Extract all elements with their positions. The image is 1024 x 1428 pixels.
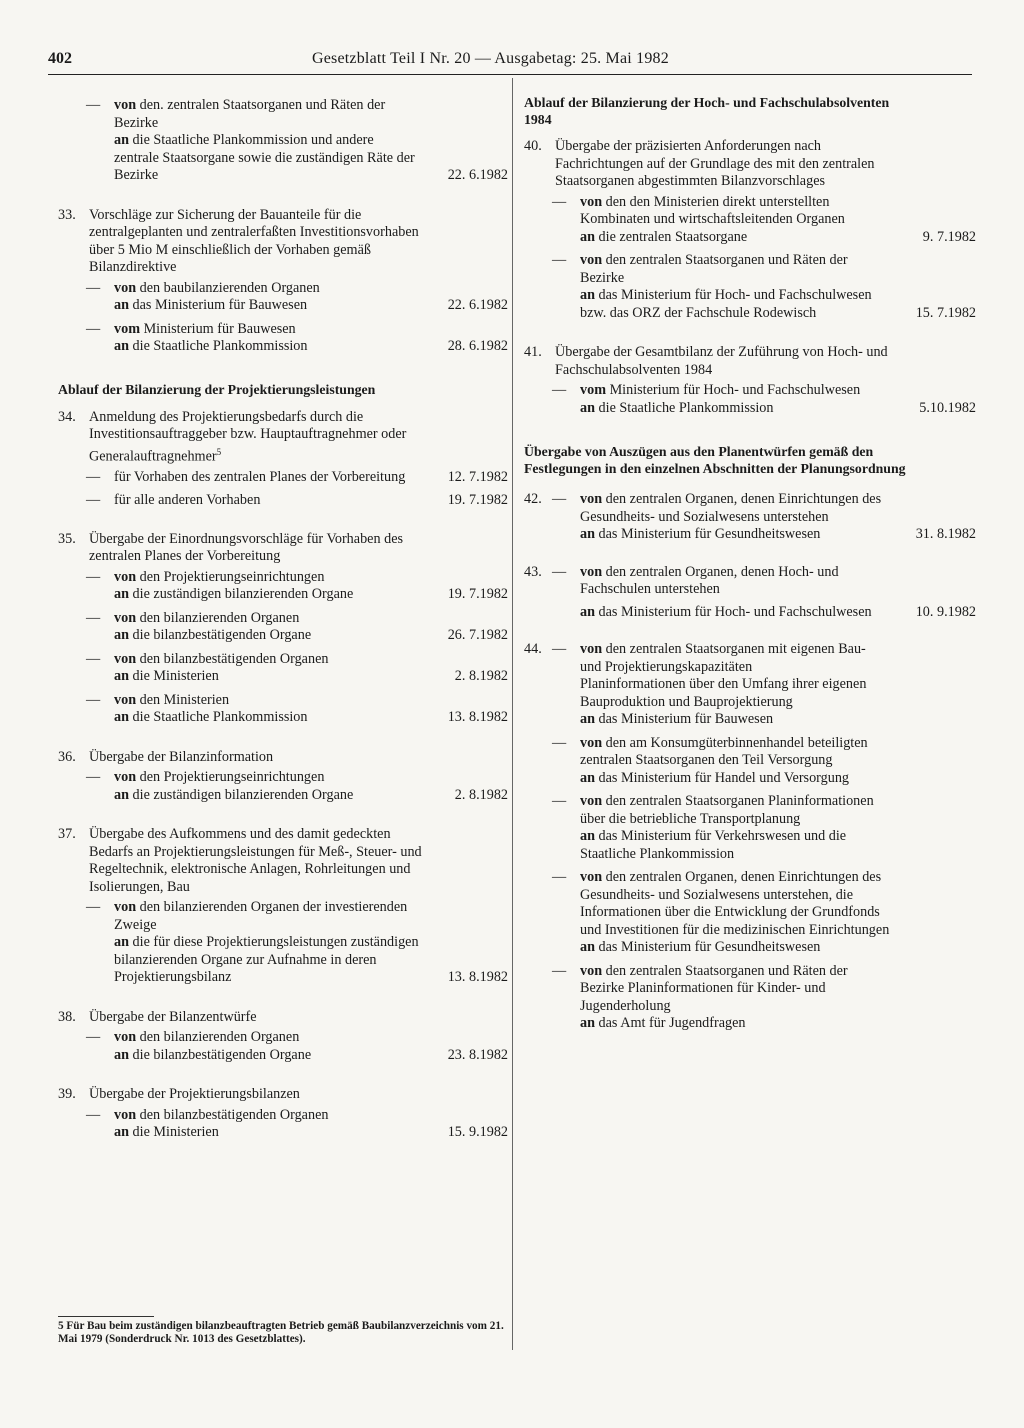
dash: —	[552, 962, 567, 979]
text-line	[114, 769, 422, 787]
text-line	[114, 1047, 422, 1065]
deadline-date: 10. 9.1982	[915, 603, 976, 620]
text-line	[114, 280, 422, 298]
sub-entry	[524, 564, 976, 622]
keyword: an	[580, 769, 595, 786]
text-line	[114, 1107, 422, 1125]
sub-entry	[524, 252, 976, 322]
text-line: die zentralen Staatsorgane	[598, 228, 748, 245]
text-line: Ministerium für Hoch- und Fachschulwesen	[609, 382, 861, 398]
text-line	[580, 382, 890, 400]
text-line	[114, 627, 422, 645]
deadline-date: 13. 8.1982	[447, 709, 508, 726]
text-line: das Ministerium für Bauwesen	[598, 711, 774, 727]
text-line: den baubilanzierenden Organen	[139, 279, 320, 296]
text-line	[580, 194, 890, 229]
keyword: von	[114, 1106, 137, 1123]
dash: —	[86, 568, 101, 585]
text-line: die bilanzbestätigenden Organe	[132, 627, 312, 644]
text-line: das Ministerium für Hoch- und Fachschulwesen bzw. das ORZ der Fachschule Rodewisch	[580, 287, 872, 321]
text-line	[580, 229, 890, 247]
sub-entry	[524, 641, 976, 729]
deadline-date: 22. 6.1982	[447, 297, 508, 313]
text-line	[580, 770, 890, 788]
deadline-date: 2. 8.1982	[454, 668, 508, 685]
deadline-date: 31. 8.1982	[915, 526, 976, 542]
keyword: an	[114, 934, 129, 951]
text-line	[114, 132, 422, 185]
dash: —	[86, 609, 101, 626]
item-text	[58, 1009, 508, 1027]
deadline-date: 13. 8.1982	[447, 969, 508, 986]
text-line: den bilanzierenden Organen	[139, 1029, 300, 1046]
text-line: Übergabe der Bilanzinformation	[89, 748, 274, 765]
keyword: von	[114, 97, 137, 113]
deadline-date: 23. 8.1982	[447, 1046, 508, 1063]
dash: —	[86, 97, 101, 113]
text-line: die zuständigen bilanzierenden Organe	[132, 786, 354, 803]
text-line	[580, 735, 890, 770]
sub-entry	[524, 194, 976, 247]
text-line	[580, 963, 890, 1016]
text-line: den zentralen Organen, denen Hoch- und Fachschulen unterstehen	[580, 563, 839, 597]
dash: —	[86, 468, 101, 485]
text-line: für Vorhaben des zentralen Planes der Vorbereitung	[114, 468, 406, 485]
sub-entry	[58, 692, 508, 727]
text-line	[114, 651, 422, 669]
text-line: Planinformationen über den Umfang ihrer eigenen Bauproduktion und Bauprojektierung	[580, 676, 867, 710]
sub-entry	[58, 899, 508, 987]
sub-entry	[58, 321, 508, 356]
dash: —	[552, 641, 567, 657]
text-line	[580, 711, 890, 729]
keyword: von	[580, 563, 603, 580]
deadline-date: 15. 7.1982	[915, 304, 976, 321]
text-line: den bilanzbestätigenden Organen	[139, 650, 329, 667]
item-number: 43.	[524, 563, 542, 580]
text-line: die Staatliche Plankommission	[598, 399, 774, 416]
item-number: 37.	[58, 826, 76, 843]
keyword: von	[114, 899, 137, 916]
sub-entry	[58, 492, 508, 510]
text-line	[580, 1015, 890, 1033]
text-line: den den Ministerien direkt unterstellten Kombinaten und wirtschaftsleitenden Organen	[580, 193, 845, 227]
text-line	[114, 586, 422, 604]
text-line: die Staatliche Plankommission und andere zentrale Staatsorgane sowie die zuständigen Räte der Bezirke	[114, 132, 415, 183]
text-line	[114, 668, 422, 686]
column-divider	[512, 78, 513, 1350]
keyword: an	[114, 786, 129, 803]
keyword: an	[580, 828, 595, 844]
dash: —	[552, 563, 567, 580]
deadline-date: 19. 7.1982	[447, 492, 508, 509]
keyword: von	[114, 568, 137, 585]
page-header	[48, 50, 972, 75]
keyword: an	[114, 132, 129, 148]
deadline-date: 15. 9.1982	[447, 1124, 508, 1141]
text-line: Übergabe der präzisierten Anforderungen nach Fachrichtungen auf der Grundlage des mit den zentralen Staatsorganen abgestimmten Bilanzvorschlages	[555, 138, 875, 189]
keyword: an	[580, 939, 595, 955]
text-line: die Ministerien	[132, 668, 219, 685]
item-text	[58, 1086, 508, 1104]
item-text	[58, 409, 508, 466]
text-line	[580, 869, 890, 939]
item-number: 39.	[58, 1086, 76, 1103]
page-title: Gesetzblatt Teil I Nr. 20 — Ausgabetag: 25. Mai 1982	[312, 50, 669, 67]
text-line: den bilanzbestätigenden Organen	[139, 1106, 329, 1123]
text-line: den zentralen Staatsorganen Planinformationen über die betriebliche Transportplanung	[580, 793, 874, 827]
text-line: Übergabe der Gesamtbilanz der Zuführung von Hoch- und Fachschulabsolventen 1984	[555, 344, 888, 378]
keyword: an	[114, 1046, 129, 1063]
text-line: die Staatliche Plankommission	[132, 709, 308, 726]
keyword: von	[114, 1029, 137, 1046]
text-line	[580, 641, 890, 676]
sub-entry	[58, 469, 508, 487]
item-text	[524, 344, 976, 379]
deadline-date: 19. 7.1982	[447, 586, 508, 603]
item-number: 38.	[58, 1008, 76, 1025]
keyword: von	[580, 252, 603, 268]
sub-entry	[58, 280, 508, 315]
item-number: 44.	[524, 641, 542, 657]
keyword: an	[580, 1015, 595, 1031]
text-line: das Ministerium für Verkehrswesen und die Staatliche Plankommission	[580, 828, 847, 862]
item-40	[524, 138, 976, 322]
item-text	[58, 207, 508, 277]
footnote: 5 Für Bau beim zuständigen bilanzbeauftragten Betrieb gemäß Baubilanzverzeichnis vom 21. Mai 1979 (Sonderdruck Nr. 1013 des Gesetzblattes).	[58, 1320, 504, 1346]
text-line: den zentralen Staatsorganen und Räten der Bezirke	[580, 252, 848, 286]
item-42	[524, 491, 976, 544]
text-line	[114, 338, 422, 356]
keyword: an	[580, 228, 595, 245]
item-38	[58, 1009, 508, 1065]
dash: —	[552, 491, 567, 507]
text-line: den zentralen Staatsorganen und Räten der Bezirke Planinformationen für Kinder- und Jugenderholung	[580, 962, 848, 1014]
text-line	[580, 564, 890, 599]
dash: —	[552, 193, 567, 210]
text-line: Vorschläge zur Sicherung der Bauanteile für die zentralgeplanten und zentralerfaßten Investitionsvorhaben über 5 Mio M einschließlich der Vorhaben gemäß Bilanzdirektive	[89, 206, 419, 275]
text-line	[114, 709, 422, 727]
left-column	[58, 94, 508, 1142]
item-text	[58, 826, 508, 896]
sub-entry	[58, 610, 508, 645]
keyword: an	[114, 668, 129, 685]
text-line	[580, 828, 890, 863]
text-line: die zuständigen bilanzierenden Organe	[132, 586, 354, 603]
text-line	[114, 692, 422, 710]
dash: —	[86, 492, 101, 509]
text-line	[114, 1124, 422, 1142]
deadline-date: 22. 6.1982	[447, 167, 508, 183]
sub-entry	[58, 651, 508, 686]
dash: —	[86, 279, 101, 296]
text-line	[580, 939, 890, 957]
text-line: den bilanzierenden Organen	[139, 609, 300, 626]
text-line	[580, 287, 890, 322]
item-text	[58, 749, 508, 767]
text-line	[114, 297, 422, 315]
dash: —	[552, 793, 567, 809]
keyword: von	[114, 769, 137, 786]
dash: —	[86, 691, 101, 708]
text-line: die Staatliche Plankommission	[132, 338, 308, 354]
item-text	[58, 531, 508, 566]
text-line: den Projektierungseinrichtungen	[139, 769, 325, 786]
item-number: 36.	[58, 748, 76, 765]
text-line: Übergabe des Aufkommens und des damit gedeckten Bedarfs an Projektierungsleistungen für Meß-, Steuer- und Regeltechnik, elektronische Anlagen, Rohrleitungen und Isolierungen, Bau	[89, 826, 422, 895]
dash: —	[552, 382, 567, 398]
keyword: vom	[580, 382, 607, 398]
text-line	[114, 97, 422, 132]
text-line: den am Konsumgüterbinnenhandel beteiligten zentralen Staatsorganen den Teil Versorgung	[580, 734, 868, 768]
text-line: die bilanzbestätigenden Organe	[132, 1046, 312, 1063]
text-line	[114, 610, 422, 628]
dash: —	[552, 734, 567, 751]
text-line	[580, 491, 890, 526]
section-heading: Übergabe von Auszügen aus den Planentwürfen gemäß den Festlegungen in den einzelnen Abschnitten der Planungsordnung	[524, 444, 906, 476]
text-line: den. zentralen Staatsorganen und Räten der Bezirke	[114, 97, 386, 131]
deadline-date: 2. 8.1982	[454, 786, 508, 803]
text-line	[580, 604, 890, 622]
text-line: den zentralen Organen, denen Einrichtungen des Gesundheits- und Sozialwesens unterstehen	[580, 491, 882, 525]
sub-entry	[58, 569, 508, 604]
text-line: die für diese Projektierungsleistungen zuständigen bilanzierenden Organe zur Aufnahme in deren Projektierungsbilanz	[114, 934, 419, 986]
keyword: an	[580, 399, 595, 416]
keyword: von	[114, 650, 137, 667]
item-37	[58, 826, 508, 987]
text-line	[114, 569, 422, 587]
text-line: den zentralen Organen, denen Einrichtungen des Gesundheits- und Sozialwesens unterstehen, die Informationen über die Entwicklung der Grundfonds und Investitionen für die medizinischen Einrichtungen	[580, 869, 890, 938]
item-number: 40.	[524, 138, 542, 154]
keyword: an	[114, 338, 129, 354]
text-line	[114, 899, 422, 934]
text-line: Übergabe der Bilanzentwürfe	[89, 1008, 257, 1025]
sub-entry	[524, 735, 976, 788]
footnote-rule	[58, 1316, 154, 1317]
item-number: 41.	[524, 344, 542, 360]
text-line: den Ministerien	[139, 691, 230, 708]
keyword: an	[580, 711, 595, 727]
right-column	[524, 94, 976, 1033]
keyword: von	[114, 691, 137, 708]
keyword: von	[114, 279, 137, 296]
text-line: das Ministerium für Hoch- und Fachschulwesen	[598, 603, 872, 620]
sub-entry	[524, 793, 976, 863]
dash: —	[86, 650, 101, 667]
deadline-date: 5.10.1982	[919, 399, 976, 416]
text-line: das Ministerium für Handel und Versorgung	[598, 769, 850, 786]
text-line	[114, 787, 422, 805]
text-line	[114, 934, 422, 987]
keyword: an	[114, 297, 129, 313]
keyword: an	[580, 287, 595, 303]
text-line: Anmeldung des Projektierungsbedarfs durch die Investitionsauftraggeber bzw. Hauptauftragnehmer oder Generalauftragnehmer	[89, 408, 407, 465]
sub-entry	[524, 491, 976, 544]
keyword: an	[114, 709, 129, 726]
text-line: das Ministerium für Gesundheitswesen	[598, 526, 821, 542]
text-line	[580, 793, 890, 828]
keyword: von	[580, 734, 603, 751]
deadline-date: 28. 6.1982	[447, 338, 508, 354]
deadline-date: 9. 7.1982	[922, 228, 976, 245]
item-33	[58, 207, 508, 356]
keyword: von	[114, 609, 137, 626]
sub-entry	[524, 869, 976, 957]
item-number: 35.	[58, 530, 76, 547]
text-line: das Ministerium für Bauwesen	[132, 297, 308, 313]
item-34	[58, 409, 508, 510]
item-44	[524, 641, 976, 1033]
item-text	[524, 138, 976, 191]
text-line	[114, 321, 422, 339]
text-line: die Ministerien	[132, 1124, 219, 1141]
entry-continued	[58, 97, 508, 185]
section-heading: Ablauf der Bilanzierung der Hoch- und Fachschulabsolventen 1984	[524, 95, 890, 127]
page-number: 402	[48, 50, 72, 67]
sub-entry	[524, 963, 976, 1033]
section-heading: Ablauf der Bilanzierung der Projektierungsleistungen	[58, 381, 376, 397]
keyword: von	[580, 641, 603, 657]
keyword: an	[114, 586, 129, 603]
text-line: den Projektierungseinrichtungen	[139, 568, 325, 585]
item-number: 34.	[58, 408, 76, 425]
text-line: das Amt für Jugendfragen	[598, 1015, 746, 1031]
keyword: vom	[114, 320, 141, 337]
dash: —	[86, 899, 101, 916]
item-41	[524, 344, 976, 417]
text-line: Ministerium für Bauwesen	[143, 320, 296, 337]
text-line: Übergabe der Einordnungsvorschläge für Vorhaben des zentralen Planes der Vorbereitung	[89, 530, 404, 565]
deadline-date: 12. 7.1982	[447, 468, 508, 485]
sub-entry	[58, 1029, 508, 1064]
text-line	[580, 252, 890, 287]
text-line: Übergabe der Projektierungsbilanzen	[89, 1086, 300, 1103]
sub-entry	[524, 382, 976, 417]
text-line: für alle anderen Vorhaben	[114, 492, 261, 509]
keyword: an	[580, 526, 595, 542]
deadline-date: 26. 7.1982	[447, 627, 508, 644]
item-35	[58, 531, 508, 727]
text-line	[580, 526, 890, 544]
sub-entry	[58, 1107, 508, 1142]
text-line: das Ministerium für Gesundheitswesen	[598, 939, 821, 955]
dash: —	[86, 1029, 101, 1046]
dash: —	[552, 252, 567, 268]
keyword: von	[580, 962, 603, 979]
keyword: von	[580, 793, 603, 809]
text-line	[580, 400, 890, 418]
keyword: an	[580, 603, 595, 620]
dash: —	[86, 1106, 101, 1123]
footnote-ref: 5	[216, 446, 222, 457]
dash: —	[86, 320, 101, 337]
text-line: den zentralen Staatsorganen mit eigenen Bau- und Projektierungskapazitäten	[580, 641, 866, 675]
item-number: 42.	[524, 491, 542, 507]
keyword: von	[580, 193, 603, 210]
keyword: von	[580, 869, 603, 885]
keyword: von	[580, 491, 603, 507]
keyword: an	[114, 1124, 129, 1141]
sub-entry	[58, 769, 508, 804]
dash: —	[552, 869, 567, 885]
item-43	[524, 564, 976, 622]
text-line	[114, 1029, 422, 1047]
item-number: 33.	[58, 206, 76, 223]
item-39	[58, 1086, 508, 1142]
text-line: den bilanzierenden Organen der investierenden Zweige	[114, 899, 408, 933]
dash: —	[86, 769, 101, 786]
keyword: an	[114, 627, 129, 644]
item-36	[58, 749, 508, 805]
